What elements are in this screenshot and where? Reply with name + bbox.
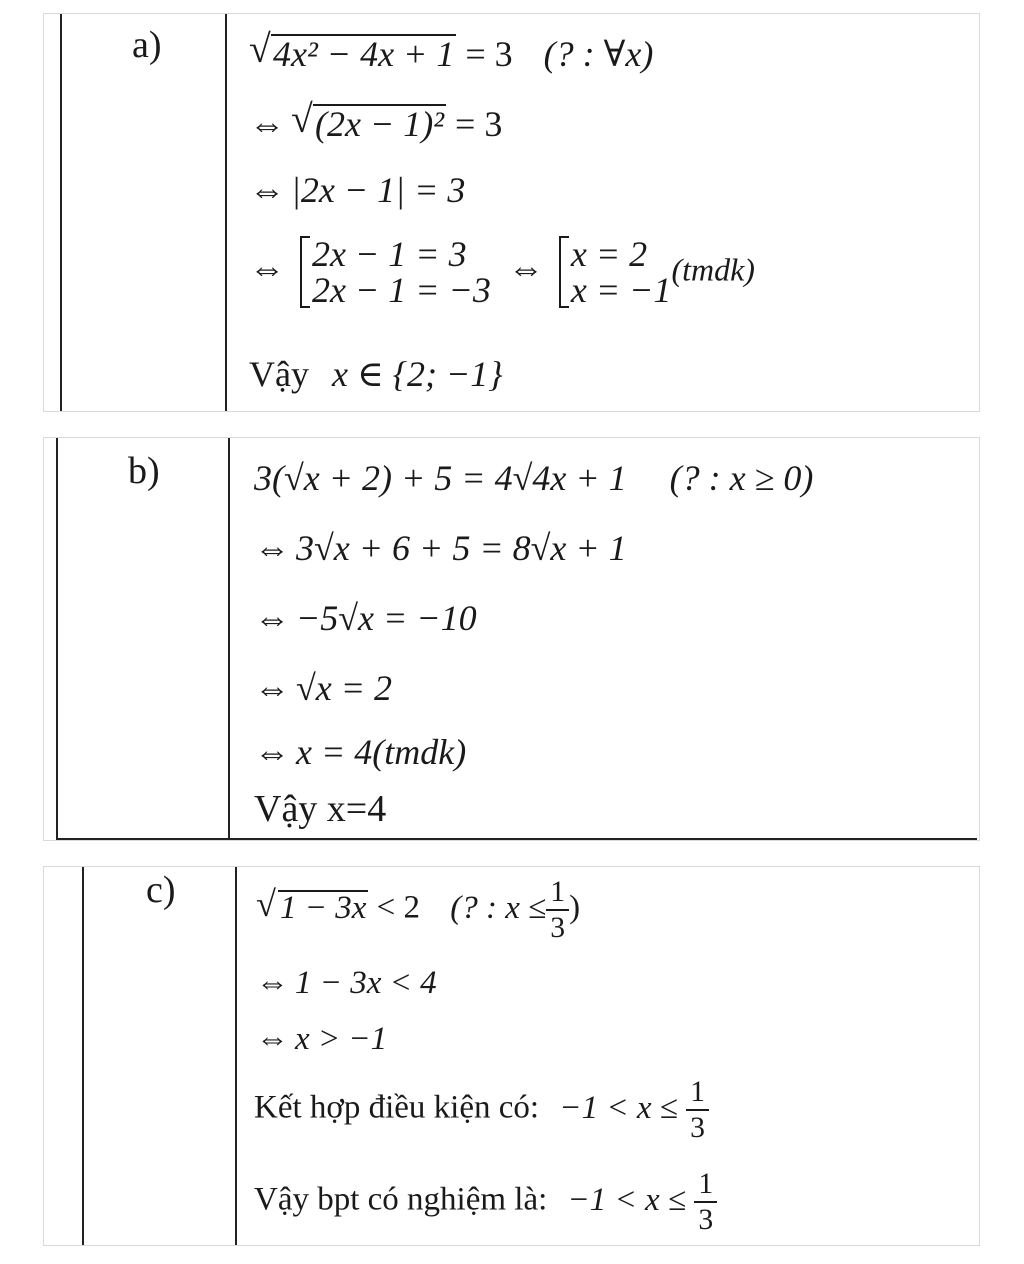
equivalence-symbol: ⇔ [256,1021,289,1057]
fraction [546,875,569,945]
radicand: 1 − 3x [280,889,367,926]
condition: (? : x ≥ 0) [669,458,814,498]
conclusion-word: Vậy [249,354,309,394]
solution-panel-b [43,437,980,841]
case-item: x = −1 [570,270,672,310]
equation-line-4 [254,1075,709,1145]
equation-line-4 [249,236,755,308]
equation-line-2 [254,530,627,566]
conclusion-line: Vậy x=4 [254,788,387,830]
equivalence-symbol: ⇔ [254,598,290,638]
table-left-border [60,14,62,411]
equation-line-5 [254,734,466,770]
case-item: 2x − 1 = 3 [312,234,467,274]
combine-text: Kết hợp điều kiện có: [254,1089,540,1126]
fraction [694,1167,717,1237]
equivalence-symbol: ⇔ [254,668,290,708]
radicand: 4x² − 4x + 1 [273,34,455,74]
absolute-equation: |2x − 1| = 3 [291,170,466,210]
equation-line-1 [254,460,813,496]
solution-set: x ∈ {2; −1} [331,354,503,394]
column-divider [228,438,230,840]
equivalence-symbol: ⇔ [254,528,290,568]
condition-note: (tmdk) [671,251,755,288]
equation-line-2 [256,967,437,1000]
equation-rhs: = 3 [446,104,503,144]
inequality: 1 − 3x < 4 [295,965,437,1001]
fraction-denominator: 3 [690,1112,705,1145]
fraction-numerator: 1 [546,875,569,911]
inequality: −1 < x ≤ [567,1181,687,1218]
equation-line-5 [254,1167,717,1237]
equation: −5√x = −10 [296,598,477,638]
table-bottom-border [56,838,977,840]
equation-rhs: = 3 [456,34,513,74]
equation-line-3 [254,600,477,636]
part-label-c: c) [146,869,176,911]
condition: (? : x ≤ [450,889,547,926]
equation: 3√x + 6 + 5 = 8√x + 1 [296,528,627,568]
fraction-numerator: 1 [694,1167,717,1203]
column-divider [225,14,227,411]
case-item: 2x − 1 = −3 [312,270,491,310]
equivalence-symbol: ⇔ [507,248,544,289]
equivalence-symbol: ⇔ [256,965,289,1001]
equation-rhs: < 2 [368,889,421,926]
table-left-border [56,438,58,840]
inequality: x > −1 [295,1021,388,1057]
equation-line-5 [249,356,503,392]
equation-line-1 [249,34,653,72]
equation-line-4 [254,670,392,706]
fraction-numerator: 1 [686,1075,709,1111]
fraction-denominator: 3 [550,912,566,945]
equivalence-symbol: ⇔ [249,170,285,210]
equation-line-1 [256,875,580,945]
inequality: −1 < x ≤ [559,1089,678,1126]
equation: 3(√x + 2) + 5 = 4√4x + 1 [254,458,627,498]
equation-line-2 [249,104,502,142]
equation: x = 4(tmdk) [296,732,467,772]
equation-line-3 [256,1023,387,1056]
equation-line-3 [249,172,465,208]
conclusion-text: Vậy bpt có nghiệm là: [254,1181,548,1218]
equation: √x = 2 [296,668,393,708]
column-divider [235,867,237,1245]
case-bracket [300,236,491,308]
solution-panel-c [43,866,980,1246]
case-item: x = 2 [570,234,648,274]
equivalence-symbol: ⇔ [254,732,290,772]
equivalence-symbol: ⇔ [249,104,285,144]
fraction-denominator: 3 [698,1204,714,1237]
solution-panel-a [43,13,980,412]
radicand: (2x − 1)² [315,104,445,144]
fraction [686,1075,709,1145]
part-label-b: b) [128,450,160,492]
case-bracket [559,236,672,308]
equivalence-symbol: ⇔ [249,248,285,289]
table-left-border [82,867,84,1245]
part-label-a: a) [132,24,162,66]
condition: (? : ∀x) [543,34,654,74]
condition-close: ) [569,889,581,926]
